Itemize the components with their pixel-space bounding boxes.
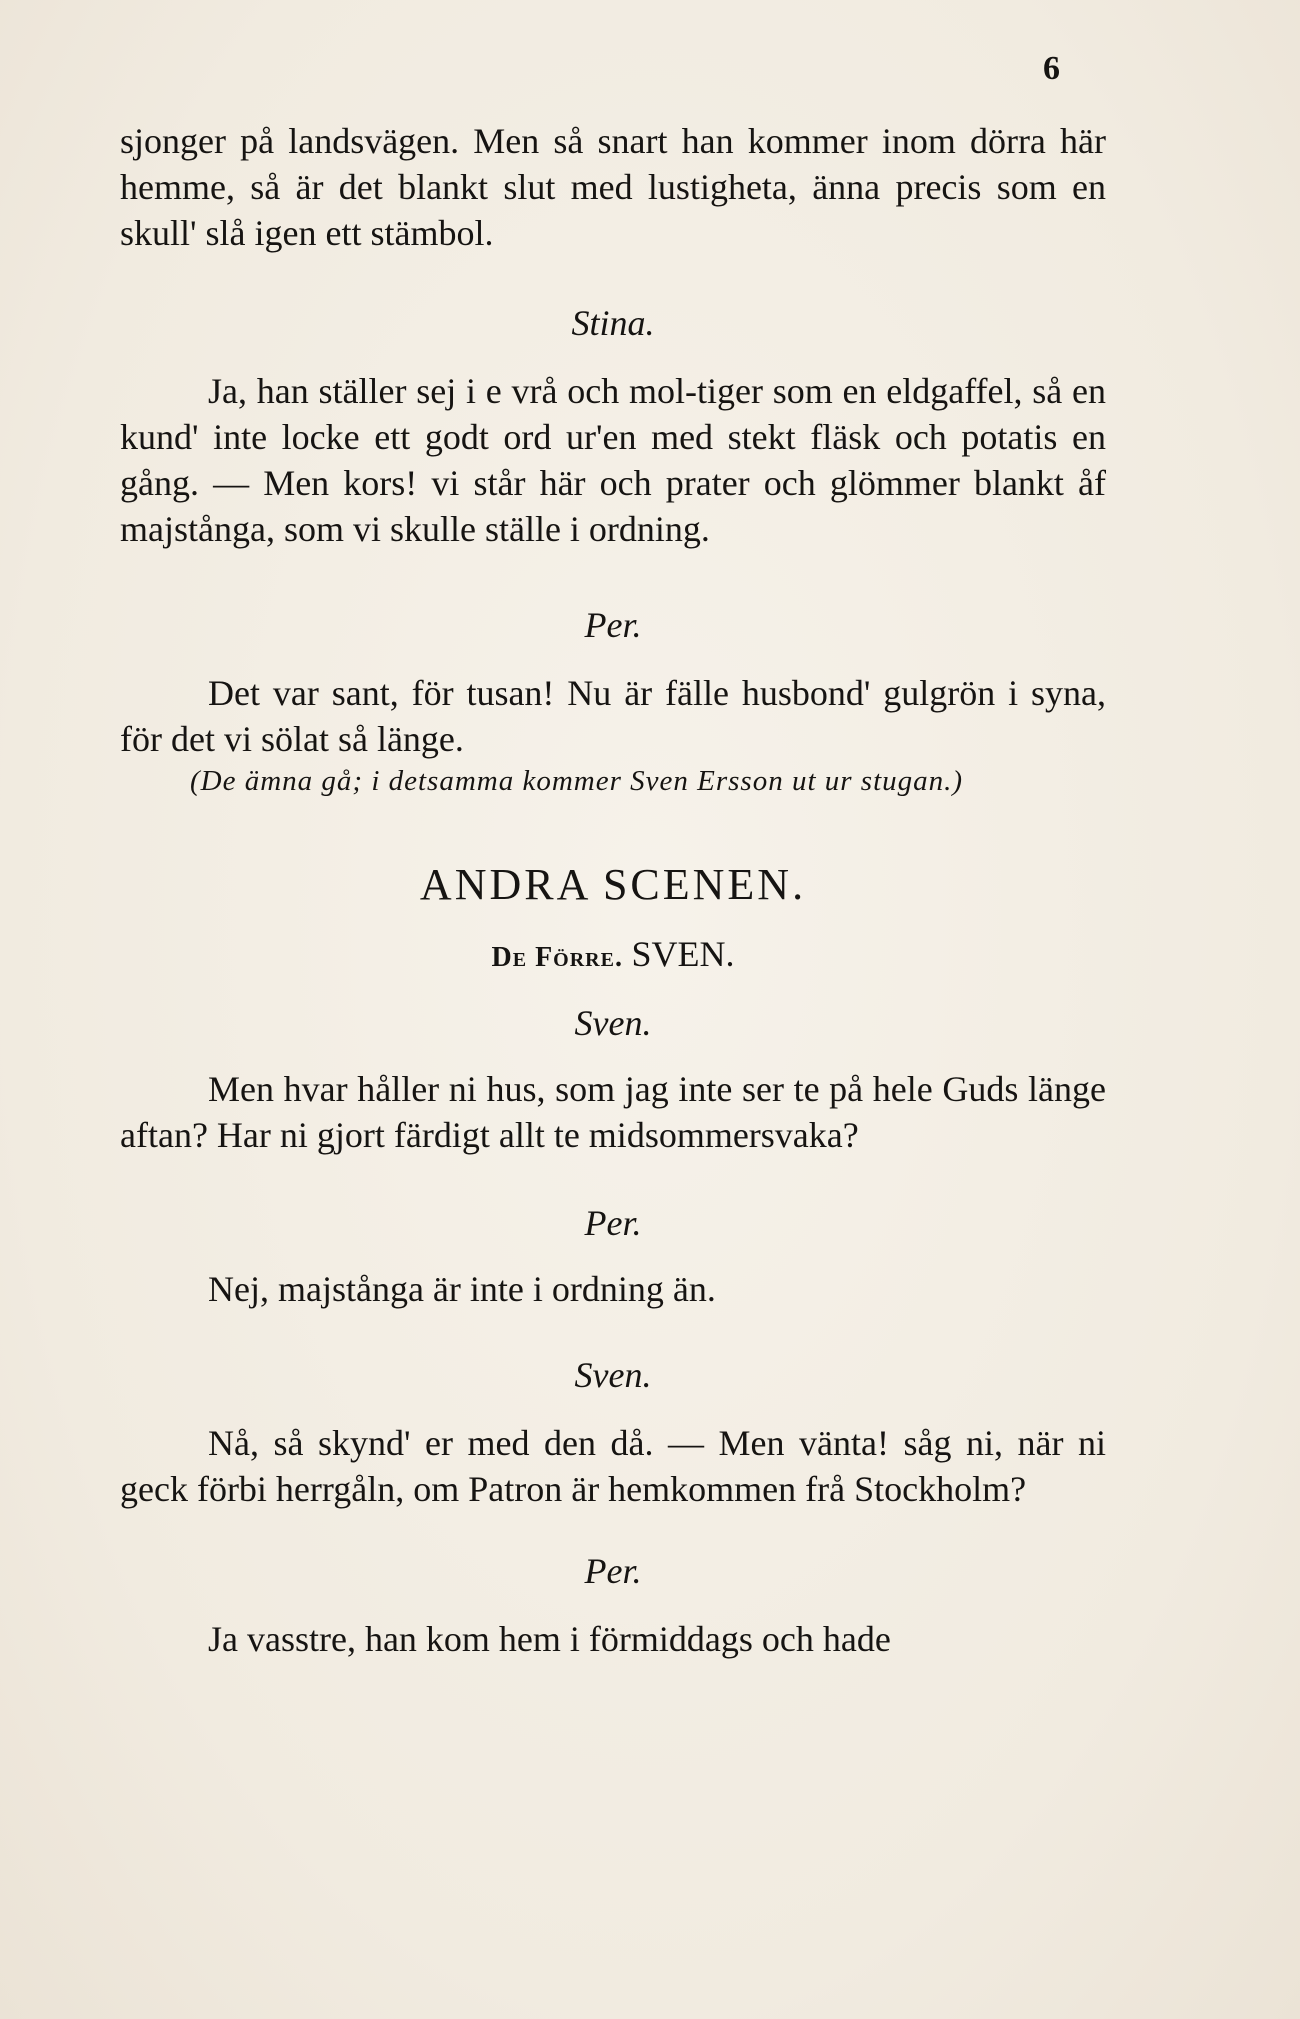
dialogue-paragraph: Men hvar håller ni hus, som jag inte ser te på hele Guds länge aftan? Har ni gjort färdigt allt te midsommersvaka? xyxy=(120,1069,1106,1155)
scene-title: ANDRA SCENEN. xyxy=(419,860,807,909)
dialogue-paragraph: Det var sant, för tusan! Nu är fälle husbond' gulgrön i syna, för det vi sölat så länge. xyxy=(120,673,1106,759)
page-number: 6 xyxy=(1043,50,1060,87)
dialogue-paragraph: Nej, majstånga är inte i ordning än. xyxy=(208,1269,716,1309)
speaker-name: Sven. xyxy=(574,1355,652,1395)
stage-direction: (De ämna gå; i detsamma kommer Sven Ersson ut ur stugan.) xyxy=(190,765,964,797)
paragraph-continuation: sjonger på landsvägen. Men så snart han kommer inom dörra här hemme, så är det blankt slut med lustigheta, änna precis som en skull' slå igen ett stämbol. xyxy=(120,121,1106,253)
speaker-name: Sven. xyxy=(574,1003,652,1043)
page-text xyxy=(120,118,1106,1662)
dialogue-paragraph: Ja, han ställer sej i e vrå och mol-tiger som en eldgaffel, så en kund' inte locke ett godt ord ur'en med stekt fläsk och potatis en gång. — Men kors! vi står här och prater och glömmer blankt åf majstånga, som vi skulle ställe i ordning. xyxy=(120,371,1106,549)
speaker-name: Stina. xyxy=(571,303,655,343)
speaker-name: Per. xyxy=(584,1203,642,1243)
scene-persons xyxy=(120,932,1106,980)
scene-persons-name: SVEN. xyxy=(631,934,735,974)
scene-persons-prefix: De Förre. xyxy=(491,942,623,973)
speaker-name: Per. xyxy=(584,605,642,645)
dialogue-paragraph: Ja vasstre, han kom hem i förmiddags och hade xyxy=(208,1619,891,1659)
speaker-name: Per. xyxy=(584,1551,642,1591)
dialogue-paragraph: Nå, så skynd' er med den då. — Men vänta! såg ni, när ni geck förbi herrgåln, om Patron är hemkommen frå Stockholm? xyxy=(120,1423,1106,1509)
